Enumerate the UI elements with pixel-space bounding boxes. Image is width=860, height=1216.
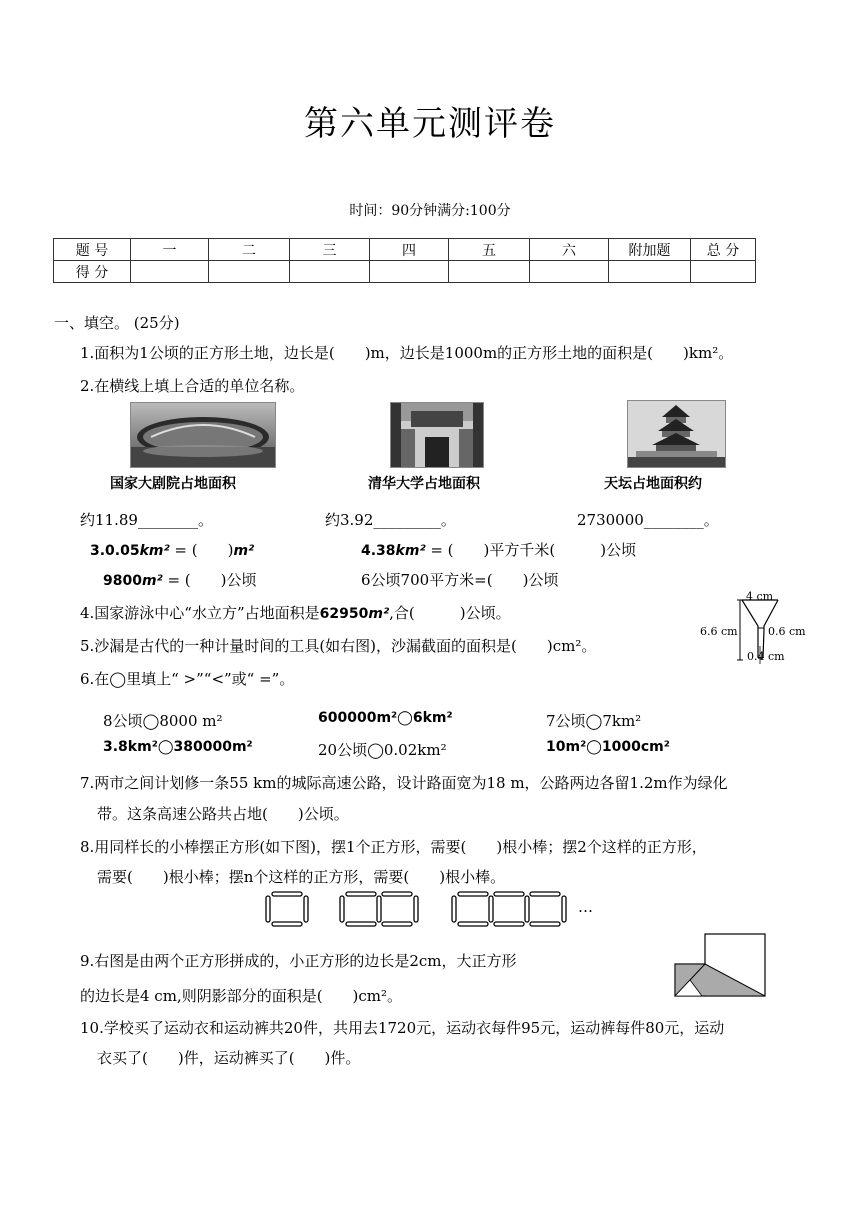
table-cell: 二 bbox=[209, 239, 290, 261]
compare-item: 7公顷◯7km² bbox=[546, 712, 642, 730]
table-cell: 一 bbox=[131, 239, 209, 261]
table-cell: 总 分 bbox=[691, 239, 756, 261]
question-text: ,合( )公顷。 bbox=[389, 604, 511, 622]
temple-of-heaven-photo bbox=[627, 400, 726, 468]
math-text: = ( )公顷 bbox=[162, 571, 257, 589]
question-5: 5.沙漏是古代的一种计量时间的工具(如右图)，沙漏截面的面积是( )cm²。 bbox=[80, 637, 597, 655]
math-number: 9800 bbox=[103, 573, 142, 589]
question-1: 1.面积为1公顷的正方形土地，边长是( )m，边长是1000m的正方形土地的面积是( )km²。 bbox=[80, 344, 734, 362]
conversion-item bbox=[361, 539, 636, 560]
math-unit: km² bbox=[139, 543, 170, 559]
question-text: 4.国家游泳中心“水立方”占地面积是 bbox=[80, 604, 320, 622]
math-unit: m² bbox=[141, 573, 163, 589]
score-cell[interactable] bbox=[449, 261, 530, 283]
national-theater-photo bbox=[130, 402, 276, 468]
math-number: 62950 bbox=[319, 606, 369, 622]
compare-item: 3.8km²◯380000m² bbox=[103, 739, 253, 755]
compare-item: 600000m²◯6km² bbox=[318, 710, 453, 726]
table-cell: 附加题 bbox=[609, 239, 691, 261]
math-number: 3.0.05 bbox=[90, 543, 140, 559]
table-cell: 三 bbox=[290, 239, 370, 261]
question-7-line-2: 带。这条高速公路共占地( )公顷。 bbox=[97, 805, 349, 823]
table-cell: 五 bbox=[449, 239, 530, 261]
score-cell[interactable] bbox=[370, 261, 449, 283]
fill-blank: 约11.89________。 bbox=[80, 511, 213, 529]
question-8-line-2: 需要( )根小棒；摆n个这样的正方形，需要( )根小棒。 bbox=[97, 868, 506, 886]
table-cell: 题 号 bbox=[54, 239, 131, 261]
compare-item: 10m²◯1000cm² bbox=[546, 739, 670, 755]
table-cell: 六 bbox=[530, 239, 609, 261]
tsinghua-gate-photo bbox=[390, 402, 484, 468]
score-cell[interactable] bbox=[290, 261, 370, 283]
hourglass-label-left: 6.6 cm bbox=[700, 625, 738, 638]
conversion-item: 6公顷700平方米=( )公顷 bbox=[361, 571, 559, 589]
photo-caption: 国家大剧院占地面积 bbox=[110, 476, 236, 492]
question-8-line-1: 8.用同样长的小棒摆正方形(如下图)，摆1个正方形，需要( )根小棒；摆2个这样的正方形， bbox=[80, 838, 707, 856]
matchstick-squares-figure bbox=[262, 886, 572, 932]
question-7-line-1: 7.两市之间计划修一条55 km的城际高速公路，设计路面宽为18 m，公路两边各留1.2m作为绿化 bbox=[80, 774, 728, 792]
hourglass-label-right: 0.6 cm bbox=[768, 625, 806, 638]
fill-blank: 约3.92_________。 bbox=[325, 511, 456, 529]
math-unit: m² bbox=[368, 606, 390, 622]
compare-item: 8公顷◯8000 m² bbox=[103, 712, 223, 730]
page-title: 第六单元测评卷 bbox=[304, 104, 556, 144]
question-10-line-1: 10.学校买了运动衣和运动裤共20件，共用去1720元，运动衣每件95元，运动裤每件80元，运动 bbox=[80, 1019, 725, 1037]
math-number: 4.38 bbox=[361, 543, 396, 559]
score-cell[interactable] bbox=[209, 261, 290, 283]
fill-blank: 2730000________。 bbox=[577, 511, 719, 529]
hourglass-label-bottom: 0.4 cm bbox=[747, 650, 785, 663]
section-heading: 一、填空。 (25分) bbox=[54, 314, 180, 332]
question-9-line-1: 9.右图是由两个正方形拼成的，小正方形的边长是2cm，大正方形 bbox=[80, 952, 517, 970]
question-2: 2.在横线上填上合适的单位名称。 bbox=[80, 377, 305, 395]
table-cell: 四 bbox=[370, 239, 449, 261]
score-cell[interactable] bbox=[530, 261, 609, 283]
score-cell[interactable] bbox=[609, 261, 691, 283]
photo-caption: 天坛占地面积约 bbox=[604, 476, 702, 492]
math-unit: m² bbox=[233, 543, 255, 559]
exam-info: 时间：90分钟满分:100分 bbox=[349, 203, 511, 219]
score-table bbox=[53, 238, 756, 283]
question-4 bbox=[80, 602, 511, 623]
math-unit: km² bbox=[395, 543, 426, 559]
math-text: = ( ) bbox=[169, 541, 234, 559]
two-squares-figure bbox=[672, 932, 768, 998]
score-cell[interactable] bbox=[131, 261, 209, 283]
score-cell[interactable] bbox=[691, 261, 756, 283]
question-9-line-2: 的边长是4 cm,则阴影部分的面积是( )cm²。 bbox=[80, 987, 403, 1005]
hourglass-label-top: 4 cm bbox=[746, 590, 774, 603]
compare-item: 20公顷◯0.02km² bbox=[318, 741, 447, 759]
photo-caption: 清华大学占地面积 bbox=[368, 476, 480, 492]
question-6: 6.在◯里填上“ >”“<”或“ =”。 bbox=[80, 670, 295, 688]
table-cell: 得 分 bbox=[54, 261, 131, 283]
score-table-score-row bbox=[54, 261, 756, 283]
score-table-header-row bbox=[54, 239, 756, 261]
conversion-item bbox=[90, 539, 254, 560]
sequence-ellipsis: … bbox=[578, 898, 593, 916]
question-10-line-2: 衣买了( )件，运动裤买了( )件。 bbox=[97, 1049, 361, 1067]
math-text: = ( )平方千米( )公顷 bbox=[425, 541, 637, 559]
conversion-item bbox=[103, 569, 257, 590]
